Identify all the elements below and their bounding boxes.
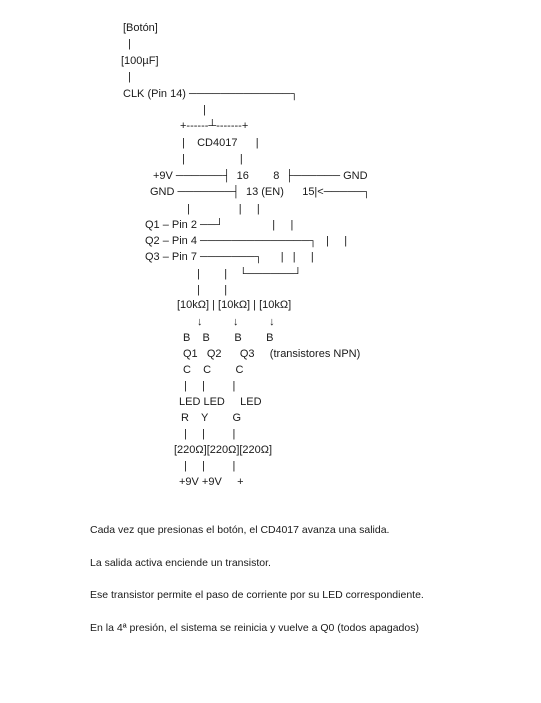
diagram-line-capacitor: [100µF]	[121, 55, 159, 67]
diagram-line-collectors: C C C	[183, 364, 244, 376]
diagram-line-wires: | |	[197, 284, 228, 296]
diagram-line-arrows: ↓ ↓ ↓	[197, 316, 275, 328]
diagram-line-wires: | | |	[184, 460, 236, 472]
diagram-line-resistors-10k: [10kΩ] | [10kΩ] | [10kΩ]	[177, 299, 292, 311]
diagram-line-ic-body: | |	[182, 153, 243, 165]
diagram-line-resistors-220: [220Ω][220Ω][220Ω]	[174, 444, 273, 456]
diagram-line-wire: |	[128, 38, 131, 50]
description-line: Cada vez que presionas el botón, el CD4017 avanza una salida.	[90, 524, 390, 536]
diagram-line-enable: GND ───────┤ 13 (EN) 15|<─────┐	[150, 186, 371, 198]
diagram-line-ic-top: +------┴-------+	[180, 120, 249, 132]
diagram-line-bases: B B B B	[183, 332, 274, 344]
diagram-line-led-colors: R Y G	[181, 412, 242, 424]
diagram-line-wires: | | └──────┘	[197, 268, 302, 280]
diagram-line-wires: | | |	[184, 428, 236, 440]
description-line: En la 4ª presión, el sistema se reinicia y vuelve a Q0 (todos apagados)	[90, 622, 419, 634]
diagram-line-supply: +9V +9V +	[179, 476, 244, 488]
diagram-line-wire: |	[128, 71, 131, 83]
diagram-line-power: +9V ──────┤ 16 8 ├────── GND	[153, 170, 368, 182]
diagram-line-wires: | | |	[187, 203, 260, 215]
diagram-line-leds: LED LED LED	[179, 396, 262, 408]
diagram-line-ic-name: | CD4017 |	[182, 137, 259, 149]
diagram-line-q1: Q1 – Pin 2 ──┘ | |	[145, 219, 294, 231]
diagram-line-transistors: Q1 Q2 Q3 (transistores NPN)	[183, 348, 361, 360]
diagram-line-button: [Botón]	[123, 22, 158, 34]
diagram-line-wires: | | |	[184, 380, 236, 392]
diagram-line-clk: CLK (Pin 14) ─────────────┐	[123, 88, 299, 100]
diagram-line-q3: Q3 – Pin 7 ───────┐ | | |	[145, 251, 314, 263]
diagram-line-wire: |	[203, 104, 206, 116]
diagram-line-q2: Q2 – Pin 4 ──────────────┐ | |	[145, 235, 348, 247]
description-line: Ese transistor permite el paso de corriente por su LED correspondiente.	[90, 589, 424, 601]
description-line: La salida activa enciende un transistor.	[90, 557, 271, 569]
